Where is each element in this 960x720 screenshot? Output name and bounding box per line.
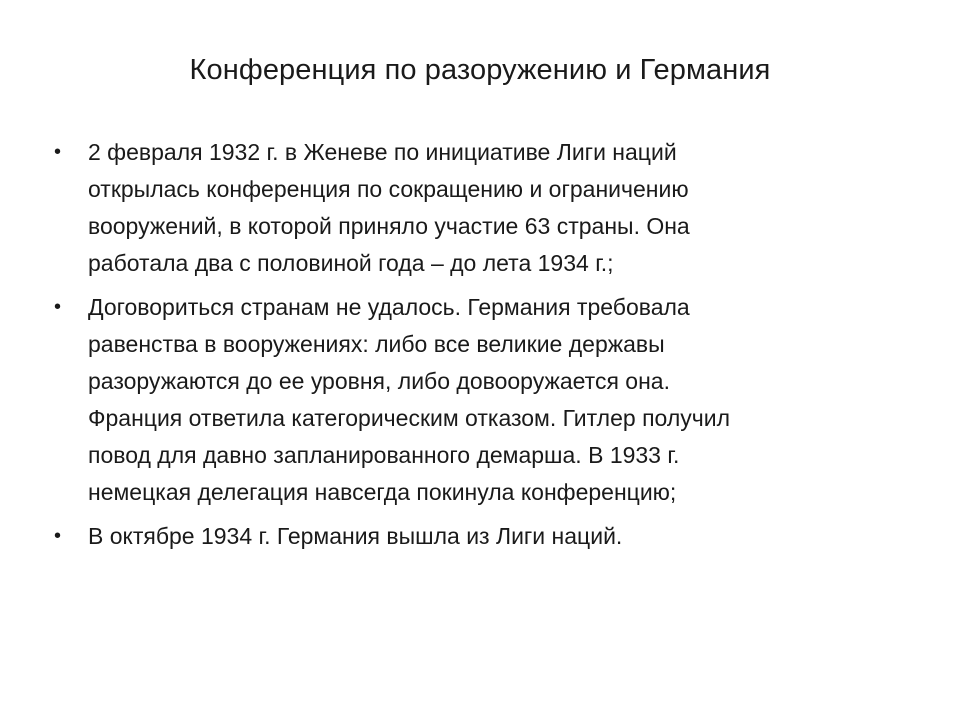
- bullet-text: Договориться странам не удалось. Германия требовала равенства в вооружениях: либо все великие державы разоружаются до ее уровня, либо довооружается она. Франция ответила категорическим отказом. Гитлер получил повод для давно запланированного демарша. В 1933 г. немецкая делегация навсегда покинула конференцию;: [88, 294, 730, 505]
- bullet-text: В октябре 1934 г. Германия вышла из Лиги наций.: [88, 523, 623, 549]
- bullet-dot-icon: •: [54, 525, 62, 547]
- slide-title: Конференция по разоружению и Германия: [189, 54, 771, 86]
- bullet-item: [46, 134, 912, 282]
- bullet-list: [46, 134, 912, 562]
- bullet-dot-icon: •: [54, 296, 62, 318]
- bullet-item: [46, 289, 912, 511]
- bullet-item: [46, 518, 912, 555]
- bullet-dot-icon: •: [54, 141, 62, 163]
- bullet-text: 2 февраля 1932 г. в Женеве по инициативе Лиги наций открылась конференция по сокращению и ограничению вооружений, в которой приняло участие 63 страны. Она работала два с половиной года – до лета 1934 г.;: [88, 139, 690, 276]
